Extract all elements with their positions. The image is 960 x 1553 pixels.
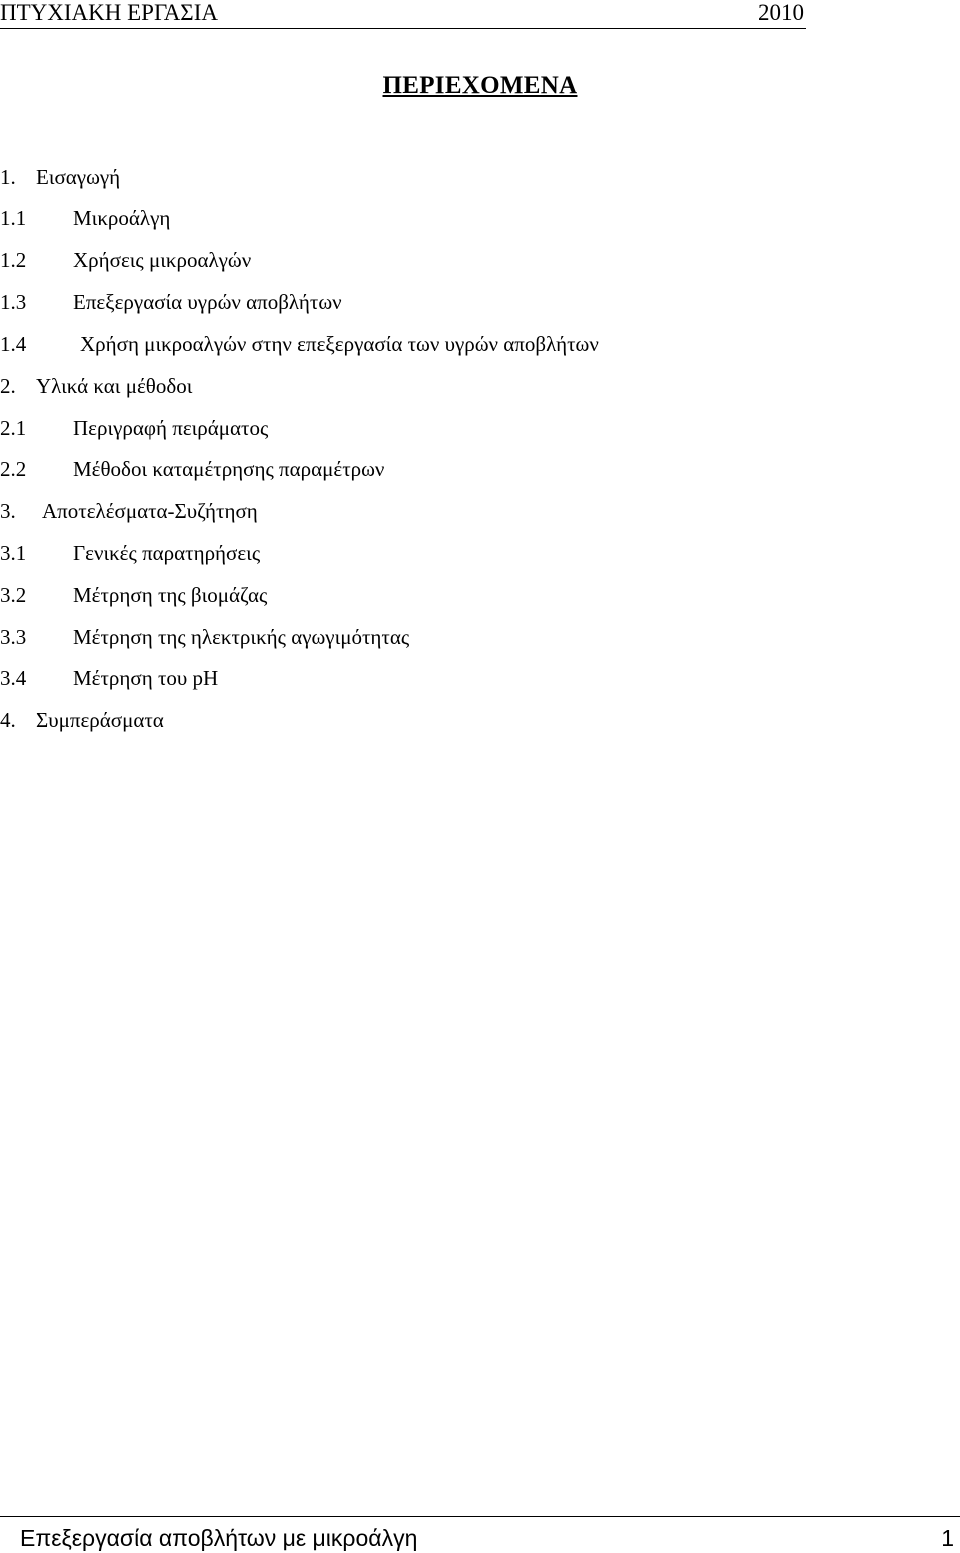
toc-entry [0,705,164,735]
footer-title: Επεξεργασία αποβλήτων με μικροάλγη [20,1525,418,1551]
toc-entry-text: Περιγραφή πειράματος [73,416,269,440]
toc-entry-number: 3.2 [0,583,27,607]
toc-entry-number: 1. [0,165,16,189]
toc-entry-text: Χρήσεις μικροαλγών [73,248,252,272]
toc-entry-number: 1.2 [0,248,27,272]
toc-entry-number: 4. [0,708,16,732]
toc-entry [0,371,192,401]
toc-entry [0,329,599,359]
toc-entry-number: 2.2 [0,457,27,481]
toc-entry-text: Εισαγωγή [36,165,121,189]
toc-entry-number: 3.4 [0,666,27,690]
toc-entry [0,663,218,693]
toc-entry [0,287,342,317]
toc-entry-number: 2.1 [0,416,27,440]
toc-entry-text: Χρήση μικροαλγών στην επεξεργασία των υγρών αποβλήτων [80,332,599,356]
page-header [0,0,806,29]
toc-entry-number: 3. [0,499,16,523]
toc-entry-text: Υλικά και μέθοδοι [36,374,193,398]
toc-title: ΠΕΡΙΕΧΟΜΕΝΑ [382,72,578,99]
header-year: 2010 [758,0,804,25]
toc-entry [0,203,170,233]
toc-entry-number: 2. [0,374,16,398]
toc-entry-text: Συμπεράσματα [36,708,164,732]
toc-entry [0,413,268,443]
toc-entry-text: Μέτρηση της βιομάζας [73,583,268,607]
toc-entry [0,454,384,484]
toc-entry-number: 3.3 [0,625,27,649]
toc-entry-number: 3.1 [0,541,27,565]
page-footer [0,1516,960,1553]
toc-entry-number: 1.4 [0,332,27,356]
toc-entry-text: Γενικές παρατηρήσεις [73,541,261,565]
toc-entry-text: Επεξεργασία υγρών αποβλήτων [73,290,342,314]
toc-entry-text: Αποτελέσματα-Συζήτηση [42,499,258,523]
toc-entry [0,580,267,610]
toc-entry [0,245,251,275]
toc-entry [0,538,260,568]
toc-entry [0,496,258,526]
toc-entry-text: Μέθοδοι καταμέτρησης παραμέτρων [73,457,385,481]
toc-entry-number: 1.1 [0,206,27,230]
toc-entry-text: Μικροάλγη [73,206,171,230]
toc-entry [0,622,409,652]
header-title: ΠΤΥΧΙΑΚΗ ΕΡΓΑΣΙΑ [0,0,218,25]
toc-entry [0,162,120,192]
toc-entry-number: 1.3 [0,290,27,314]
toc-entry-text: Μέτρηση του pH [73,666,219,690]
toc-entry-text: Μέτρηση της ηλεκτρικής αγωγιμότητας [73,625,410,649]
page-number: 1 [941,1525,954,1551]
